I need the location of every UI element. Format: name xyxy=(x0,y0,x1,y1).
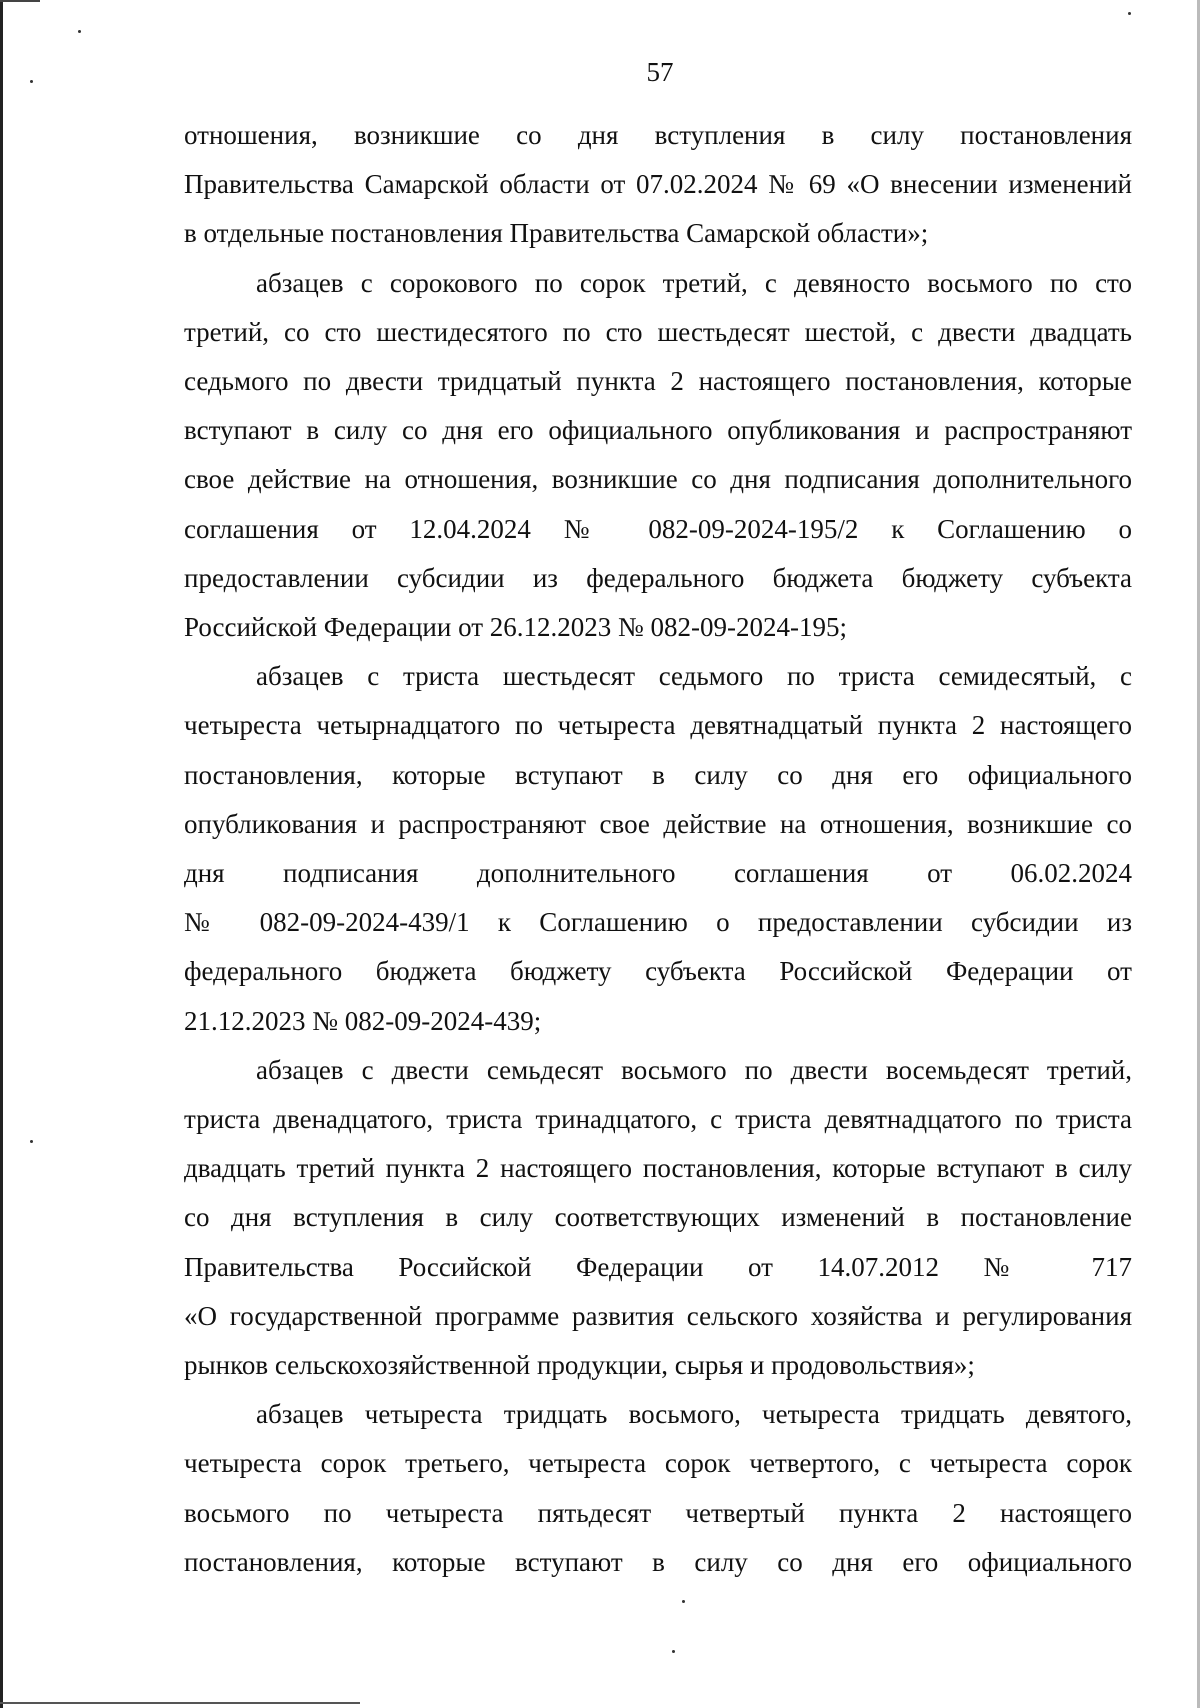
text-line: опубликования и распространяют свое действие на отношения, возникшие со xyxy=(184,808,1132,839)
scan-speck xyxy=(30,1140,33,1143)
text-line: абзацев четыреста тридцать восьмого, четыреста тридцать девятого, xyxy=(256,1399,1132,1430)
text-line: постановления, которые вступают в силу со дня его официального xyxy=(184,759,1132,790)
text-line: рынков сельскохозяйственной продукции, сырья и продовольствия»; xyxy=(184,1350,975,1381)
scan-speck xyxy=(30,80,33,83)
scan-speck xyxy=(1128,12,1131,15)
scan-bottom-edge xyxy=(0,1702,360,1704)
text-line: триста двенадцатого, триста тринадцатого, с триста девятнадцатого по триста xyxy=(184,1104,1132,1135)
text-line: абзацев с сорокового по сорок третий, с девяносто восьмого по сто xyxy=(256,267,1132,298)
text-line: федерального бюджета бюджету субъекта Российской Федерации от xyxy=(184,956,1132,987)
paragraph xyxy=(184,1046,1132,1390)
text-line: третий, со сто шестидесятого по сто шестьдесят шестой, с двести двадцать xyxy=(184,316,1132,347)
text-line: 21.12.2023 № 082-09-2024-439; xyxy=(184,1005,542,1036)
paragraph xyxy=(184,111,1132,259)
paragraph xyxy=(184,259,1132,653)
text-line: Российской Федерации от 26.12.2023 № 082-09-2024-195; xyxy=(184,612,848,643)
text-line: абзацев с триста шестьдесят седьмого по триста семидесятый, с xyxy=(256,661,1132,692)
text-line: дня подписания дополнительного соглашения от 06.02.2024 xyxy=(184,858,1132,889)
text-line: четыреста сорок третьего, четыреста сорок четвертого, с четыреста сорок xyxy=(184,1448,1132,1479)
text-line: вступают в силу со дня его официального опубликования и распространяют xyxy=(184,415,1132,446)
paragraph xyxy=(184,652,1132,1046)
scan-speck xyxy=(78,30,81,33)
text-line: Правительства Самарской области от 07.02.2024 № 69 «О внесении изменений xyxy=(184,169,1132,200)
text-line: восьмого по четыреста пятьдесят четвертый пункта 2 настоящего xyxy=(184,1497,1132,1528)
text-line: двадцать третий пункта 2 настоящего постановления, которые вступают в силу xyxy=(184,1153,1132,1184)
text-line: № 082-09-2024-439/1 к Соглашению о предоставлении субсидии из xyxy=(184,907,1132,938)
text-line: в отдельные постановления Правительства Самарской области»; xyxy=(184,218,929,249)
paragraph xyxy=(184,1390,1132,1587)
scan-speck xyxy=(682,1600,685,1603)
document-body xyxy=(184,111,1132,1587)
text-line: «О государственной программе развития сельского хозяйства и регулирования xyxy=(184,1300,1132,1331)
text-line: Правительства Российской Федерации от 14.07.2012 № 717 xyxy=(184,1251,1132,1282)
text-line: седьмого по двести тридцатый пункта 2 настоящего постановления, которые xyxy=(184,366,1132,397)
text-line: соглашения от 12.04.2024 № 082-09-2024-195/2 к Соглашению о xyxy=(184,513,1132,544)
scan-left-edge xyxy=(0,0,3,1708)
text-line: постановления, которые вступают в силу со дня его официального xyxy=(184,1546,1132,1577)
text-line: отношения, возникшие со дня вступления в силу постановления xyxy=(184,120,1132,150)
scan-corner-mark xyxy=(0,0,40,8)
text-line: абзацев с двести семьдесят восьмого по двести восемьдесят третий, xyxy=(256,1054,1132,1085)
text-line: свое действие на отношения, возникшие со дня подписания дополнительного xyxy=(184,464,1132,495)
scan-speck xyxy=(672,1650,675,1653)
text-line: предоставлении субсидии из федерального бюджета бюджету субъекта xyxy=(184,562,1132,593)
text-line: со дня вступления в силу соответствующих изменений в постановление xyxy=(184,1202,1132,1233)
page-number: 57 xyxy=(646,57,674,87)
text-line: четыреста четырнадцатого по четыреста девятнадцатый пункта 2 настоящего xyxy=(184,710,1132,741)
